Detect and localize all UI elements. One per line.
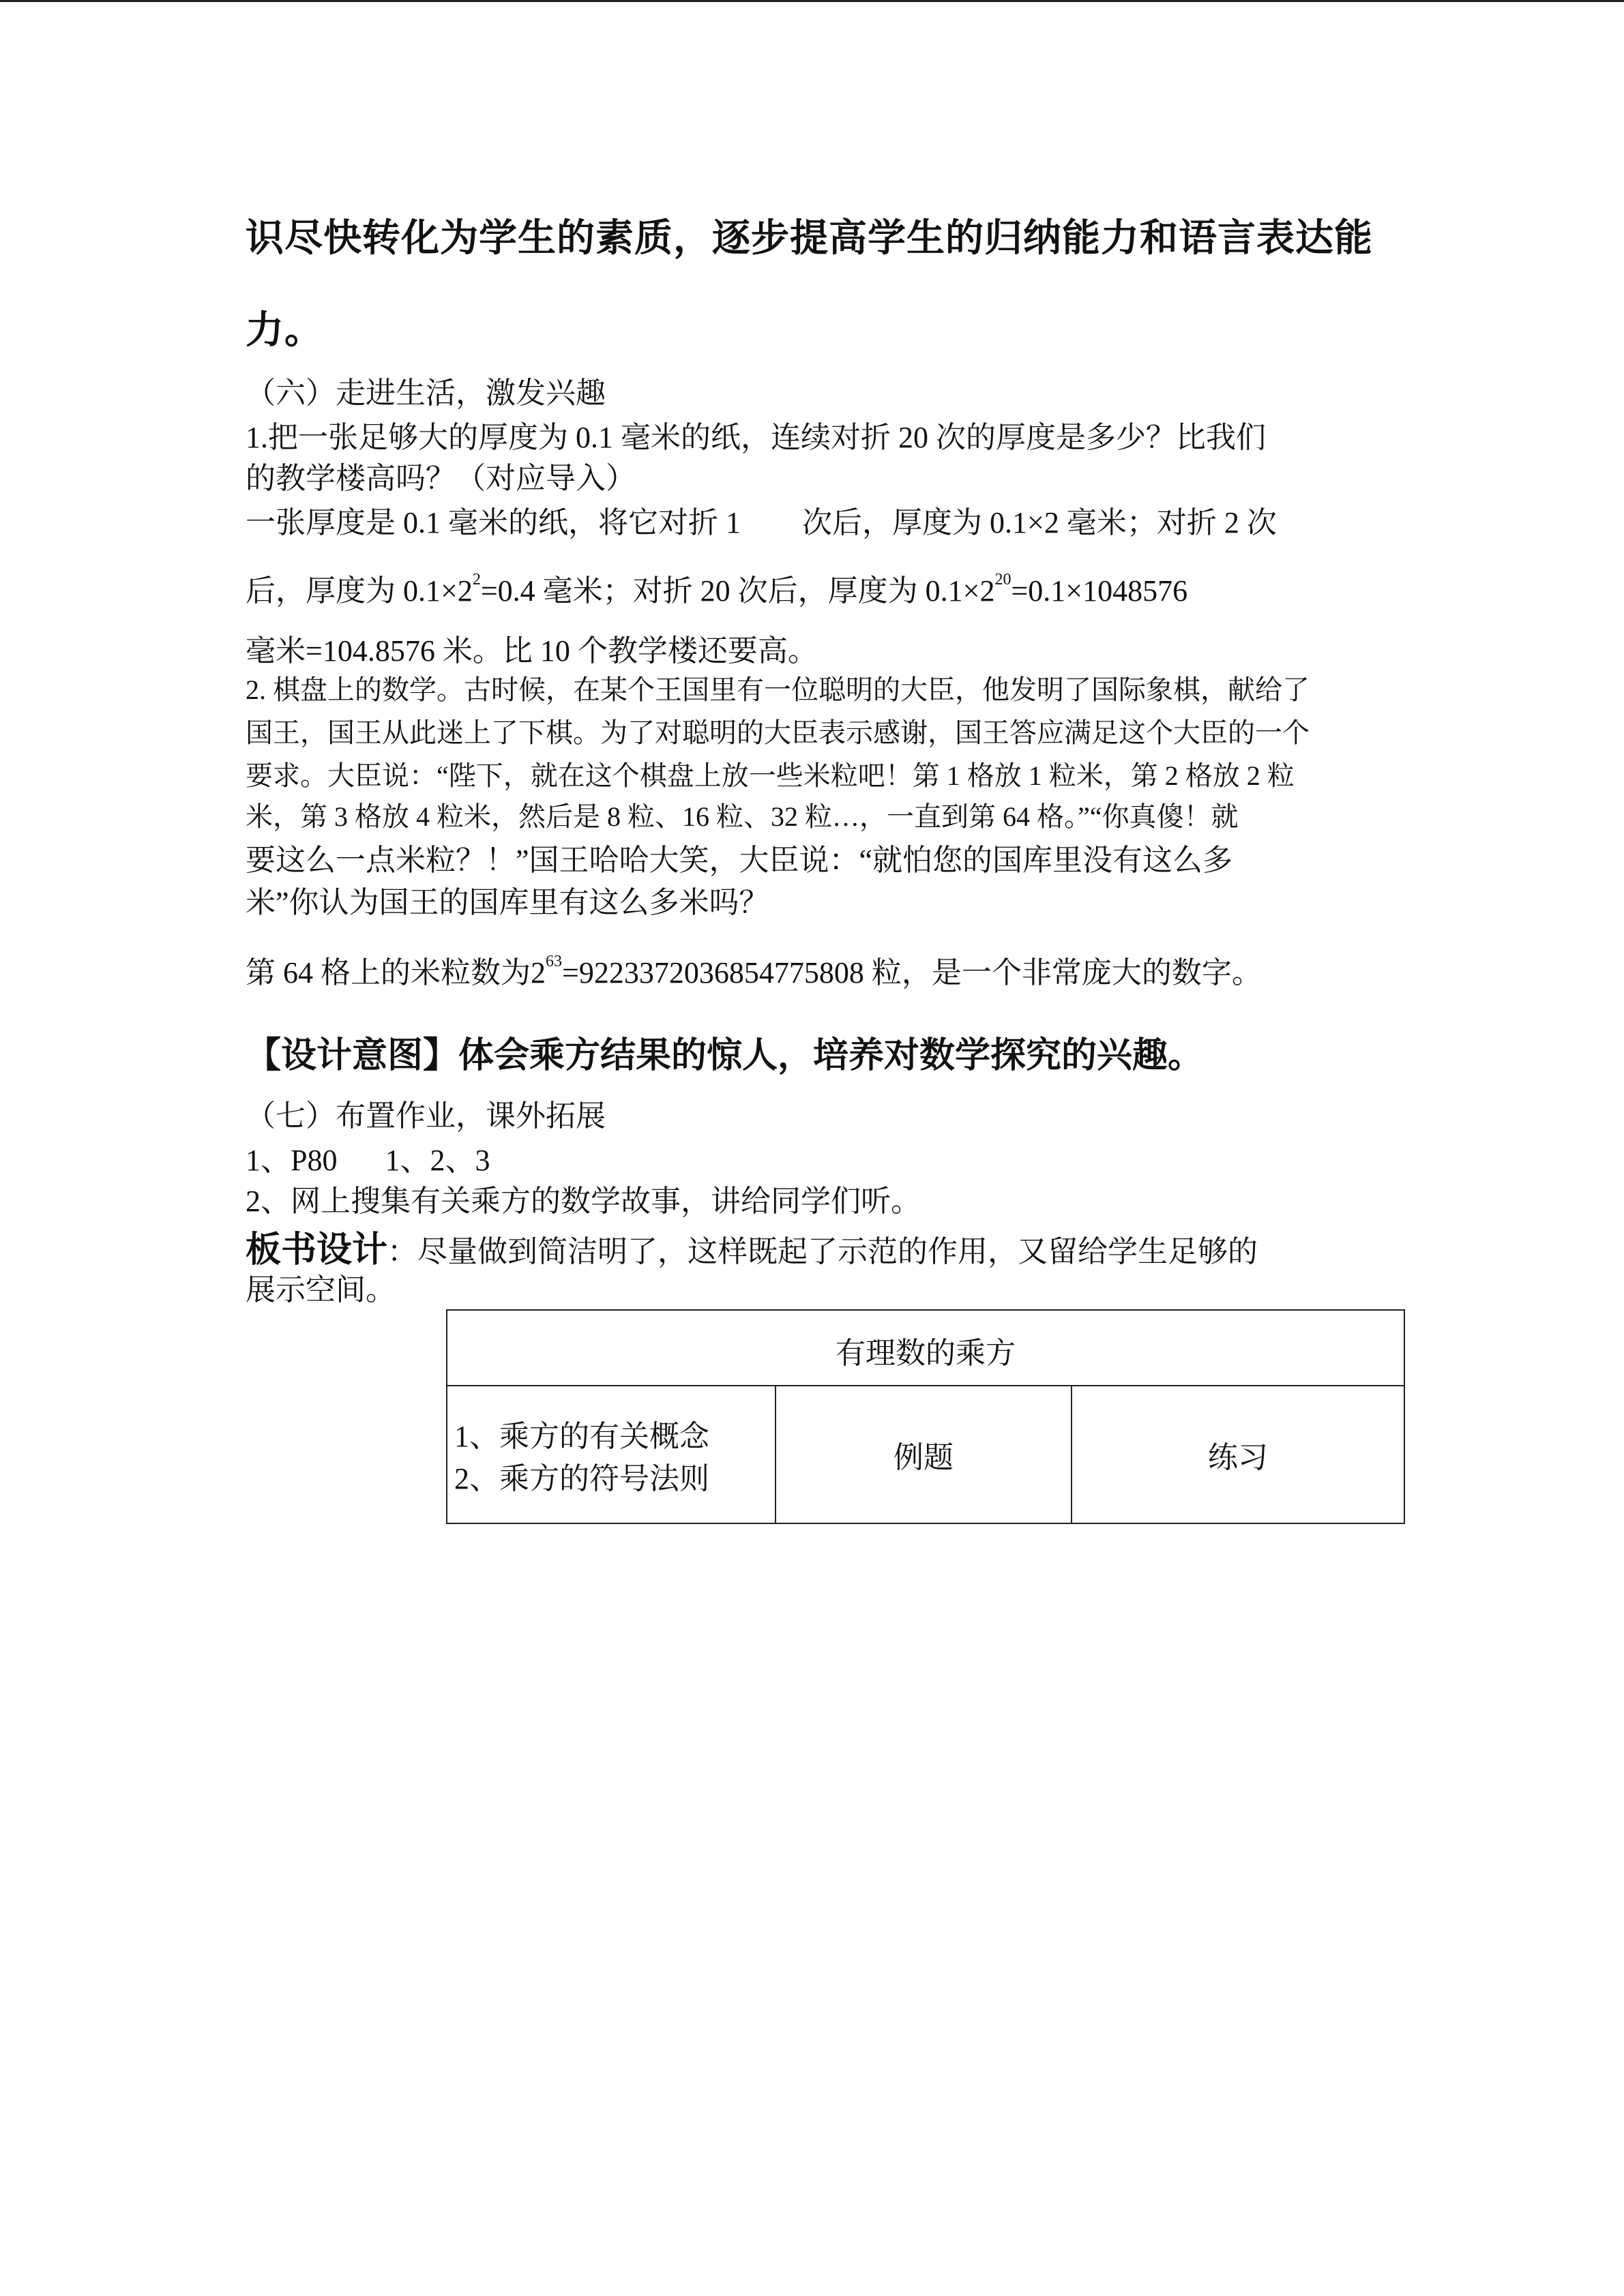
q2-line-5: 要这么一点米粒？！”国王哈哈大笑，大臣说：“就怕您的国库里没有这么多: [246, 844, 1233, 877]
intro-line-2: 力。: [246, 310, 323, 352]
q1-line-2: 的教学楼高吗？（对应导入）: [246, 462, 636, 495]
homework-1: [246, 1135, 490, 1179]
a1-line-2-part-c: =0.1×1048576: [1011, 574, 1188, 608]
board-design-table: [446, 1309, 1405, 1524]
intro-line-1: 识尽快转化为学生的素质，逐步提高学生的归纳能力和语言表达能: [246, 218, 1373, 260]
q2-line-1: 2. 棋盘上的数学。古时候，在某个王国里有一位聪明的大臣，他发明了国际象棋，献给了: [246, 674, 1310, 705]
board-design-text: ：尽量做到简洁明了，这样既起了示范的作用，又留给学生足够的: [387, 1235, 1258, 1268]
a2-part-b: =9223372036854775808 粒，是一个非常庞大的数字。: [562, 956, 1262, 989]
a1-line-2: [246, 566, 1187, 610]
q2-line-2: 国王，国王从此迷上了下棋。为了对聪明的大臣表示感谢，国王答应满足这个大臣的一个: [246, 717, 1310, 748]
q2-line-3: 要求。大臣说：“陛下，就在这个棋盘上放一些米粒吧！第 1 格放 1 粒米，第 2 格放 2 粒: [246, 760, 1295, 791]
a1-line-2-part-b: =0.4 毫米；对折 20 次后，厚度为 0.1×: [480, 574, 980, 608]
power-base-1: 2: [457, 574, 473, 608]
q2-line-4: 米，第 3 格放 4 粒米，然后是 8 粒、16 粒、32 粒…，一直到第 64 格。”“你真傻！就: [246, 801, 1239, 832]
concept-line-2: 2、乘方的符号法则: [454, 1462, 709, 1495]
power-exponent-3: 63: [546, 953, 562, 971]
concept-line-1: 1、乘方的有关概念: [454, 1420, 709, 1453]
board-design-line-2: 展示空间。: [246, 1273, 396, 1307]
a1-line-1-part-a: 一张厚度是 0.1 毫米的纸，将它对折 1: [246, 506, 741, 539]
a1-line-2-part-a: 后，厚度为 0.1×: [246, 574, 458, 608]
a1-line-3: 毫米=104.8576 米。比 10 个教学楼还要高。: [246, 634, 818, 668]
a1-line-1: [246, 498, 1277, 541]
table-concepts-cell: [447, 1386, 776, 1523]
homework-1-items: 1、2、3: [385, 1144, 490, 1177]
power-exponent-2: 20: [994, 571, 1012, 589]
a2-line: [246, 948, 1262, 992]
a2-part-a: 第 64 格上的米粒数为: [246, 956, 531, 989]
design-intent: 【设计意图】体会乘方结果的惊人，培养对数学探究的兴趣。: [246, 1037, 1204, 1075]
table-title-cell: 有理数的乘方: [447, 1310, 1404, 1386]
homework-1-page: 1、P80: [246, 1144, 338, 1177]
power-exponent-1: 2: [472, 571, 481, 589]
board-design-label: 板书设计: [246, 1231, 388, 1270]
table-examples-cell: 例题: [776, 1386, 1072, 1523]
power-base-3: 2: [531, 956, 546, 989]
table-exercises-cell: 练习: [1072, 1386, 1404, 1523]
q1-line-1: 1.把一张足够大的厚度为 0.1 毫米的纸，连续对折 20 次的厚度是多少？比我们: [246, 421, 1266, 454]
q2-line-6: 米”你认为国王的国库里有这么多米吗？: [246, 886, 769, 919]
a1-line-1-part-b: 次后，厚度为 0.1×2 毫米；对折 2 次: [802, 506, 1277, 539]
power-base-2: 2: [979, 574, 995, 608]
homework-2: 2、网上搜集有关乘方的数学故事，讲给同学们听。: [246, 1184, 921, 1218]
board-design-line-1: [246, 1221, 1258, 1272]
page-top-border: [0, 0, 1624, 2]
section7-heading: （七）布置作业，课外拓展: [246, 1099, 606, 1133]
section6-heading: （六）走进生活，激发兴趣: [246, 376, 606, 410]
